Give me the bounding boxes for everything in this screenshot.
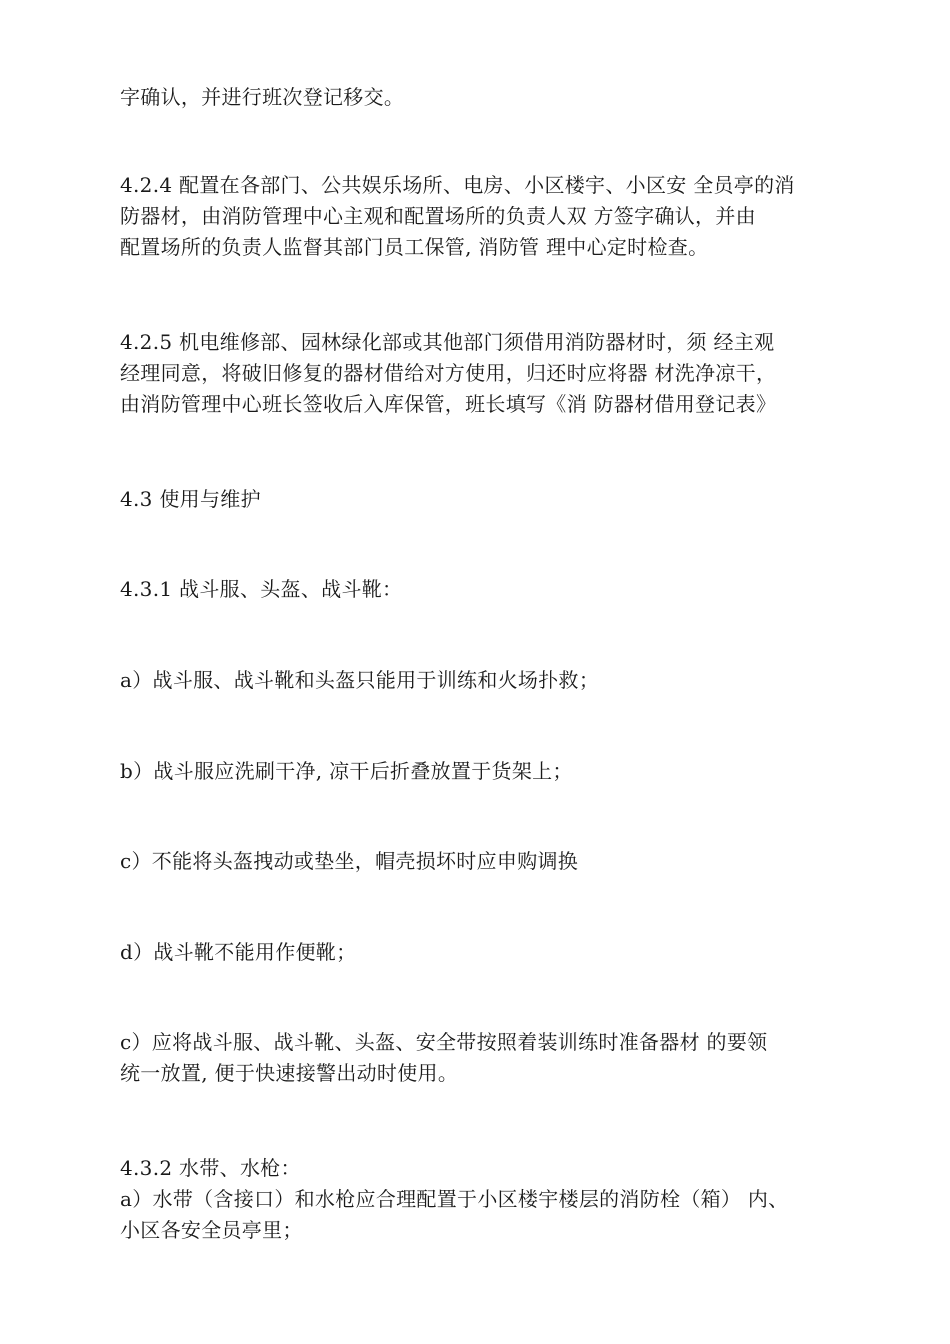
paragraph-4-2-5	[120, 327, 832, 420]
list-item-b	[120, 756, 832, 787]
text-line: c）不能将头盔拽动或垫坐，帽壳损坏时应申购调换	[120, 849, 579, 873]
list-item-c	[120, 846, 832, 877]
text-line: 4.3.2 水带、水枪：	[120, 1156, 301, 1180]
text-line: 配置场所的负责人监督其部门员工保管, 消防管 理中心定时检查。	[120, 235, 709, 259]
list-item-c-second	[120, 1027, 832, 1089]
text-line: 防器材，由消防管理中心主观和配置场所的负责人双 方签字确认，并由	[120, 204, 756, 228]
text-line: 4.2.4 配置在各部门、公共娱乐场所、电房、小区楼宇、小区安 全员亭的消	[120, 173, 795, 197]
text-line: d）战斗靴不能用作便靴；	[120, 940, 357, 964]
paragraph-shift-handover	[120, 82, 832, 113]
subsection-4-3-2	[120, 1153, 832, 1246]
paragraph-4-2-4	[120, 170, 832, 263]
list-item-a	[120, 665, 832, 696]
text-line: 4.3.1 战斗服、头盔、战斗靴：	[120, 577, 403, 601]
text-line: a）战斗服、战斗靴和头盔只能用于训练和火场扑救；	[120, 668, 600, 692]
text-line: 由消防管理中心班长签收后入库保管，班长填写《消 防器材借用登记表》	[120, 392, 777, 416]
text-line: 4.2.5 机电维修部、园林绿化部或其他部门须借用消防器材时，须 经主观	[120, 330, 775, 354]
text-line: 小区各安全员亭里；	[120, 1218, 303, 1242]
text-line: c）应将战斗服、战斗靴、头盔、安全带按照着装训练时准备器材 的要领	[120, 1030, 768, 1054]
text-line: 统一放置, 便于快速接警出动时使用。	[120, 1061, 459, 1085]
text-line: 经理同意，将破旧修复的器材借给对方使用，归还时应将器 材洗净凉干，	[120, 361, 777, 385]
subsection-heading-4-3-1	[120, 574, 832, 605]
list-item-d	[120, 937, 832, 968]
text-line: a）水带（含接口）和水枪应合理配置于小区楼宇楼层的消防栓（箱） 内、	[120, 1187, 789, 1211]
text-line: b）战斗服应洗刷干净, 凉干后折叠放置于货架上；	[120, 759, 573, 783]
text-line: 4.3 使用与维护	[120, 487, 261, 511]
section-heading-4-3	[120, 484, 832, 515]
text-line: 字确认，并进行班次登记移交。	[120, 85, 405, 109]
